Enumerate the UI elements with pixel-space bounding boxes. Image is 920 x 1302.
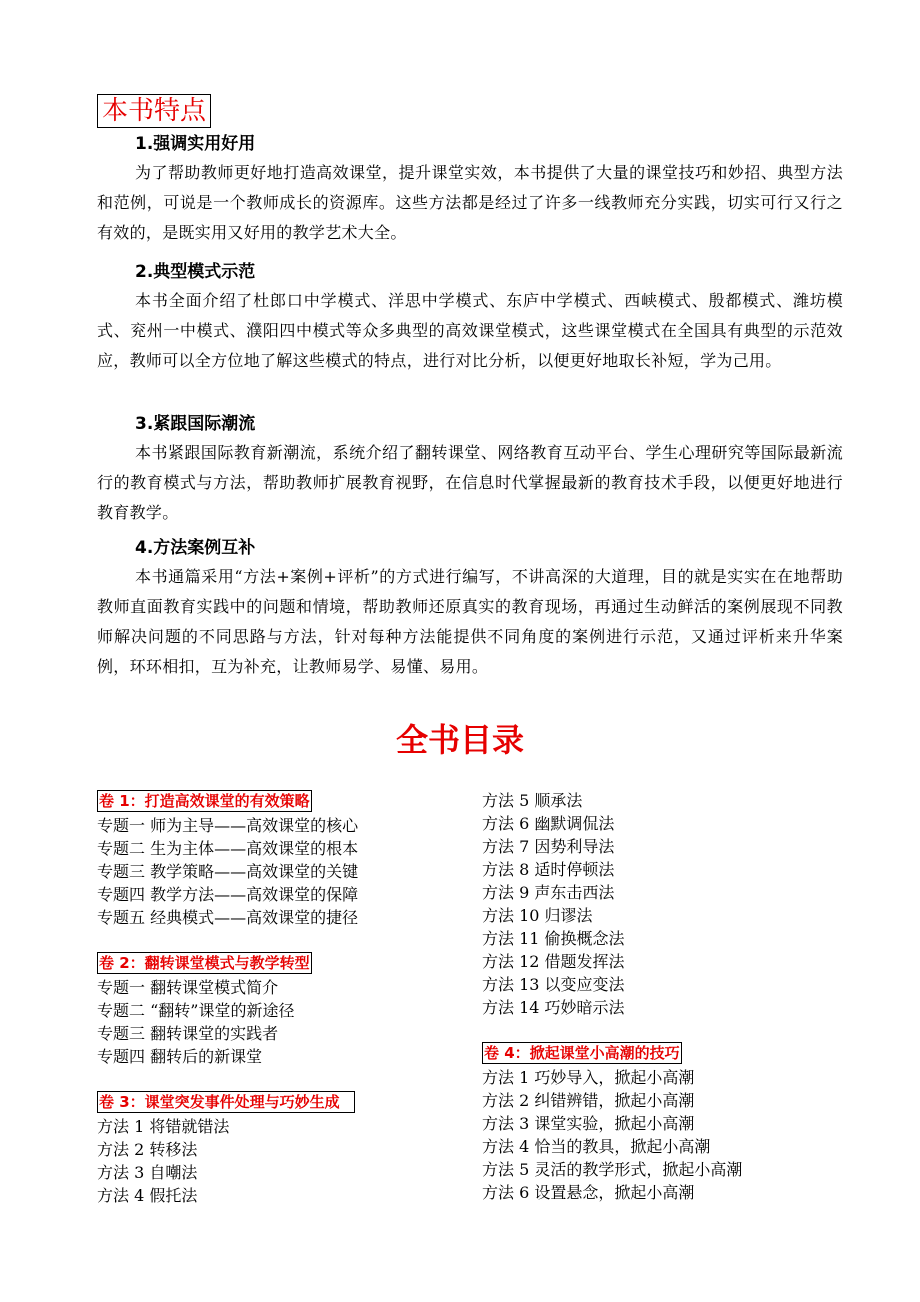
toc-item: 专题五 经典模式——高效课堂的捷径 <box>97 908 359 927</box>
toc-item: 专题一 翻转课堂模式简介 <box>97 978 279 997</box>
toc-item: 方法 2 转移法 <box>97 1140 198 1159</box>
feature-heading: 4.方法案例互补 <box>135 538 256 558</box>
feature-heading: 1.强调实用好用 <box>135 134 256 154</box>
feature-body: 本书全面介绍了杜郎口中学模式、洋思中学模式、东庐中学模式、西峡模式、殷都模式、潍坊模式、兖州一中模式、濮阳四中模式等众多典型的高效课堂模式，这些课堂模式在全国具有典型的示范效应，教师可以全方位地了解这些模式的特点，进行对比分析，以便更好地取长补短，学为己用。 <box>97 291 843 370</box>
spacer <box>97 1068 467 1090</box>
toc-item: 专题三 翻转课堂的实践者 <box>97 1024 279 1043</box>
feature-body: 为了帮助教师更好地打造高效课堂，提升课堂实效，本书提供了大量的课堂技巧和妙招、典型方法和范例，可说是一个教师成长的资源库。这些方法都是经过了许多一线教师充分实践，切实可行又行之有效的，是既实用又好用的教学艺术大全。 <box>97 163 843 242</box>
toc-item: 方法 12 借题发挥法 <box>482 952 625 971</box>
toc-item: 方法 11 偷换概念法 <box>482 929 625 948</box>
toc-right-column <box>482 789 882 1204</box>
toc-item: 专题四 翻转后的新课堂 <box>97 1047 263 1066</box>
toc-item: 方法 6 幽默调侃法 <box>482 814 615 833</box>
toc-left-column <box>97 789 467 1207</box>
volume-heading: 卷 3：课堂突发事件处理与巧妙生成 <box>97 1091 355 1113</box>
toc-item: 方法 1 巧妙导入，掀起小高潮 <box>482 1068 695 1087</box>
volume-heading: 卷 1：打造高效课堂的有效策略 <box>99 792 310 810</box>
volume-heading: 卷 4：掀起课堂小高潮的技巧 <box>484 1044 680 1062</box>
feature-4 <box>97 534 843 682</box>
spacer <box>482 1019 882 1041</box>
toc-item: 方法 8 适时停顿法 <box>482 860 615 879</box>
feature-body: 本书紧跟国际教育新潮流，系统介绍了翻转课堂、网络教育互动平台、学生心理研究等国际最新流行的教育模式与方法，帮助教师扩展教育视野，在信息时代掌握最新的教育技术手段，以便更好地进行教育教学。 <box>97 443 843 522</box>
toc-item: 专题一 师为主导——高效课堂的核心 <box>97 816 359 835</box>
feature-heading: 3.紧跟国际潮流 <box>135 414 256 434</box>
toc-item: 专题四 教学方法——高效课堂的保障 <box>97 885 359 904</box>
volume-heading: 卷 2：翻转课堂模式与教学转型 <box>99 954 310 972</box>
toc-item: 方法 4 假托法 <box>97 1186 198 1205</box>
toc-item: 方法 6 设置悬念，掀起小高潮 <box>482 1183 695 1202</box>
feature-heading: 2.典型模式示范 <box>135 262 256 282</box>
feature-1 <box>97 130 843 248</box>
toc-item: 方法 2 纠错辨错，掀起小高潮 <box>482 1091 695 1110</box>
toc-item: 专题二 生为主体——高效课堂的根本 <box>97 839 359 858</box>
feature-2 <box>97 258 843 376</box>
toc-item: 方法 4 恰当的教具，掀起小高潮 <box>482 1137 711 1156</box>
toc-item: 方法 5 顺承法 <box>482 791 583 810</box>
toc-item: 方法 13 以变应变法 <box>482 975 625 994</box>
spacer <box>97 929 467 951</box>
toc-item: 方法 3 自嘲法 <box>97 1163 198 1182</box>
toc-item: 方法 5 灵活的教学形式，掀起小高潮 <box>482 1160 743 1179</box>
toc-item: 方法 9 声东击西法 <box>482 883 615 902</box>
toc-item: 方法 1 将错就错法 <box>97 1117 230 1136</box>
toc-item: 专题二 “翻转”课堂的新途径 <box>97 1001 295 1020</box>
toc-item: 方法 14 巧妙暗示法 <box>482 998 625 1017</box>
toc-item: 专题三 教学策略——高效课堂的关键 <box>97 862 359 881</box>
feature-body: 本书通篇采用“方法+案例+评析”的方式进行编写，不讲高深的大道理，目的就是实实在在地帮助教师直面教育实践中的问题和情境，帮助教师还原真实的教育现场，再通过生动鲜活的案例展现不同教师解决问题的不同思路与方法，针对每种方法能提供不同角度的案例进行示范，又通过评析来升华案例，环环相扣，互为补充，让教师易学、易懂、易用。 <box>97 567 843 676</box>
toc-item: 方法 3 课堂实验，掀起小高潮 <box>482 1114 695 1133</box>
toc-title: 全书目录 <box>395 721 524 759</box>
toc-item: 方法 10 归谬法 <box>482 906 593 925</box>
toc-item: 方法 7 因势利导法 <box>482 837 615 856</box>
feature-3 <box>97 410 843 528</box>
features-title: 本书特点 <box>97 94 211 128</box>
